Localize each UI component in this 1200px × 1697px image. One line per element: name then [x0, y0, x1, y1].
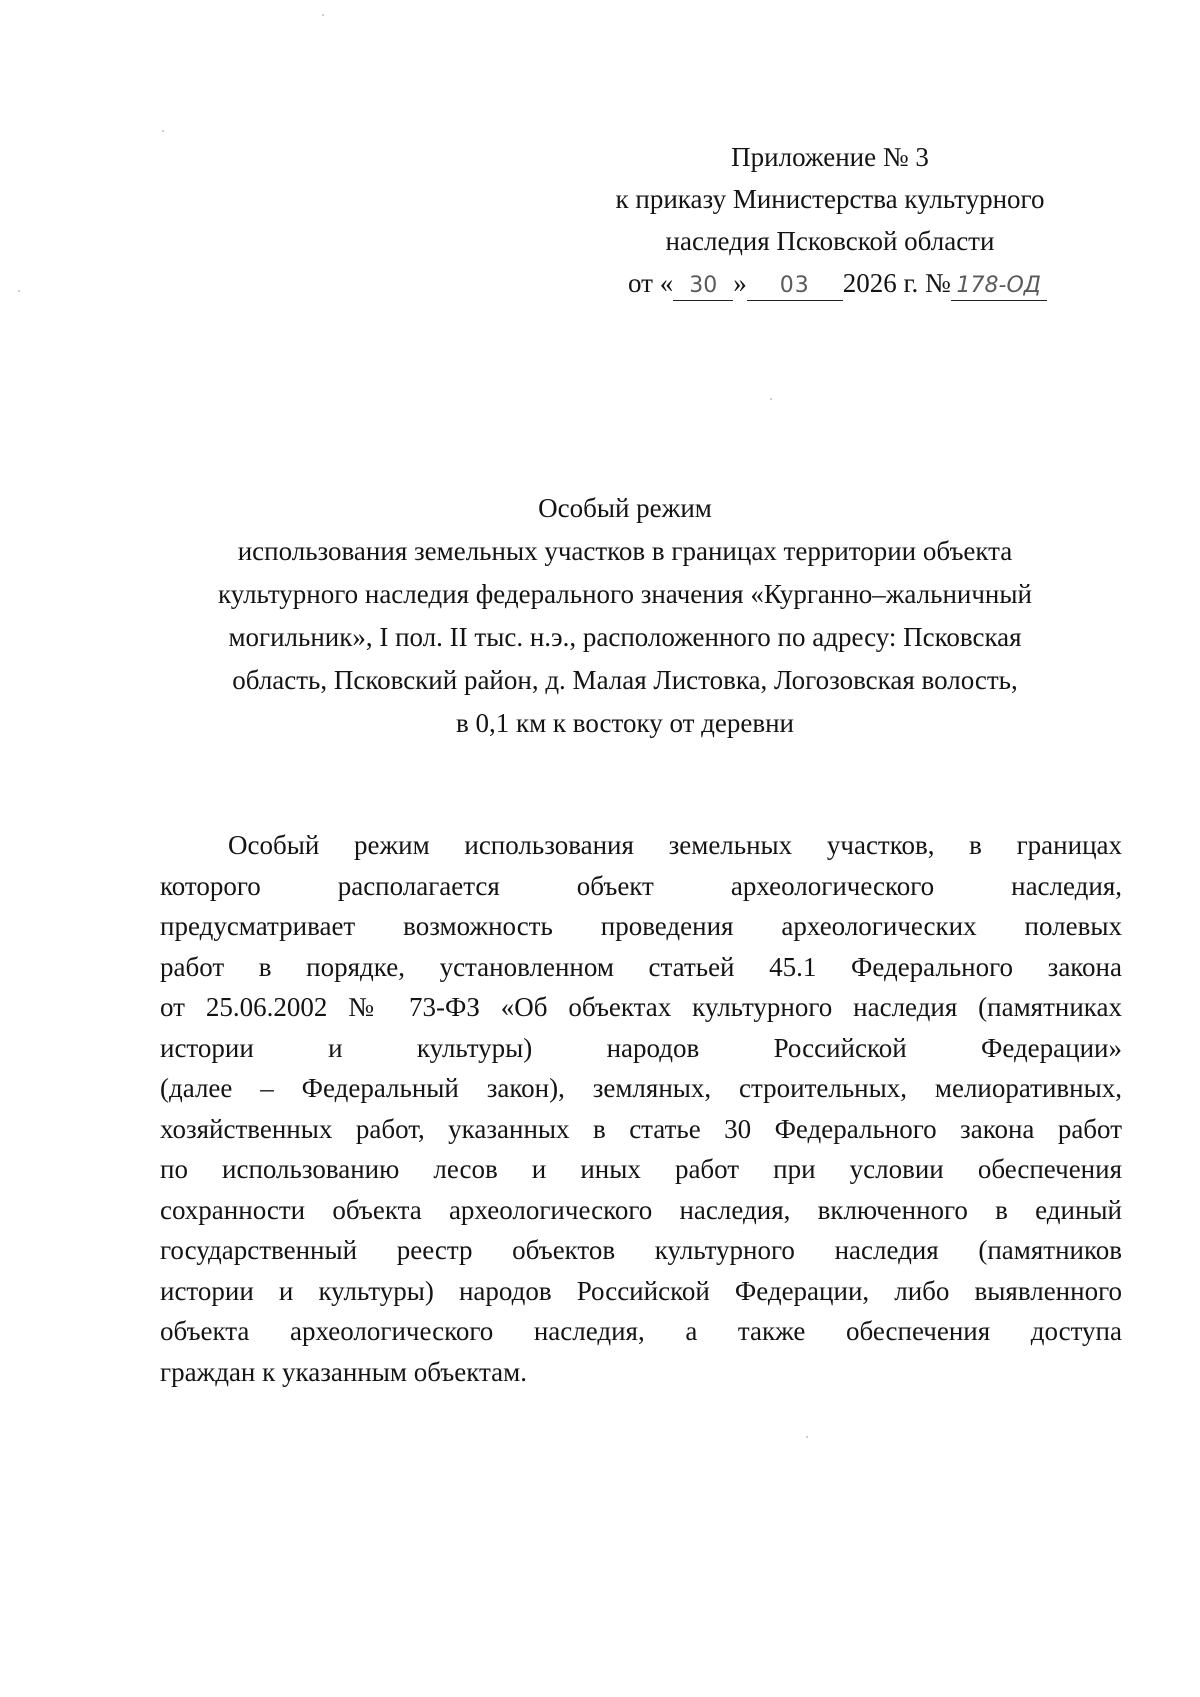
body-line: Особый режим использования земельных участков, в границах [228, 830, 1122, 860]
body-line: государственный реестр объектов культурного наследия (памятников [160, 1235, 1122, 1265]
handwritten-month: 03 [747, 272, 843, 301]
body-paragraph [160, 825, 1122, 1392]
body-line: истории и культуры) народов Российской Федерации, либо выявленного [160, 1275, 1122, 1306]
body-line: хозяйственных работ, указанных в статье 30 Федерального закона работ [160, 1113, 1122, 1144]
order-reference: к приказу Министерства культурного [615, 184, 1045, 214]
body-line: по использованию лесов и иных работ при условии обеспечения [160, 1154, 1122, 1184]
document-title [140, 487, 1110, 745]
body-line: от 25.06.2002 № 73-ФЗ «Об объектах культурного наследия (памятниках [160, 992, 1122, 1022]
body-line: граждан к указанным объектам. [160, 1356, 527, 1387]
handwritten-order-number: 178-ОД [951, 272, 1047, 301]
appendix-number: Приложение № 3 [731, 142, 929, 172]
body-line: работ в порядке, установленном статьей 45.1 Федерального закона [160, 951, 1122, 982]
body-line: которого располагается объект археологического наследия, [160, 870, 1122, 901]
order-date-line [560, 262, 1100, 304]
body-line: объекта археологического наследия, а также обеспечения доступа [160, 1316, 1122, 1346]
date-year: 2026 г. № [842, 268, 951, 298]
scan-speck [162, 130, 164, 132]
title-line: культурного наследия федерального значения «Курганно–жальничный [218, 579, 1032, 609]
scan-speck [770, 398, 772, 400]
scan-speck [18, 290, 20, 292]
body-line: сохранности объекта археологического наследия, включенного в единый [160, 1194, 1122, 1225]
scan-speck [322, 14, 324, 16]
ministry-name: наследия Псковской области [665, 226, 995, 256]
handwritten-day: 30 [673, 272, 733, 301]
appendix-header [560, 136, 1100, 304]
scan-speck [806, 1436, 808, 1438]
title-line: использования земельных участков в границах территории объекта [237, 536, 1013, 566]
title-line: область, Псковский район, д. Малая Листовка, Логозовская волость, [232, 665, 1018, 695]
date-mid: » [733, 268, 747, 298]
title-line: в 0,1 км к востоку от деревни [455, 708, 794, 738]
body-line: предусматривает возможность проведения археологических полевых [160, 911, 1122, 941]
date-prefix: от « [628, 268, 674, 298]
title-line: Особый режим [538, 493, 712, 523]
title-line: могильник», I пол. II тыс. н.э., расположенного по адресу: Псковская [228, 622, 1022, 652]
body-line: (далее – Федеральный закон), земляных, строительных, мелиоративных, [160, 1073, 1122, 1103]
body-line: истории и культуры) народов Российской Федерации» [160, 1032, 1122, 1063]
